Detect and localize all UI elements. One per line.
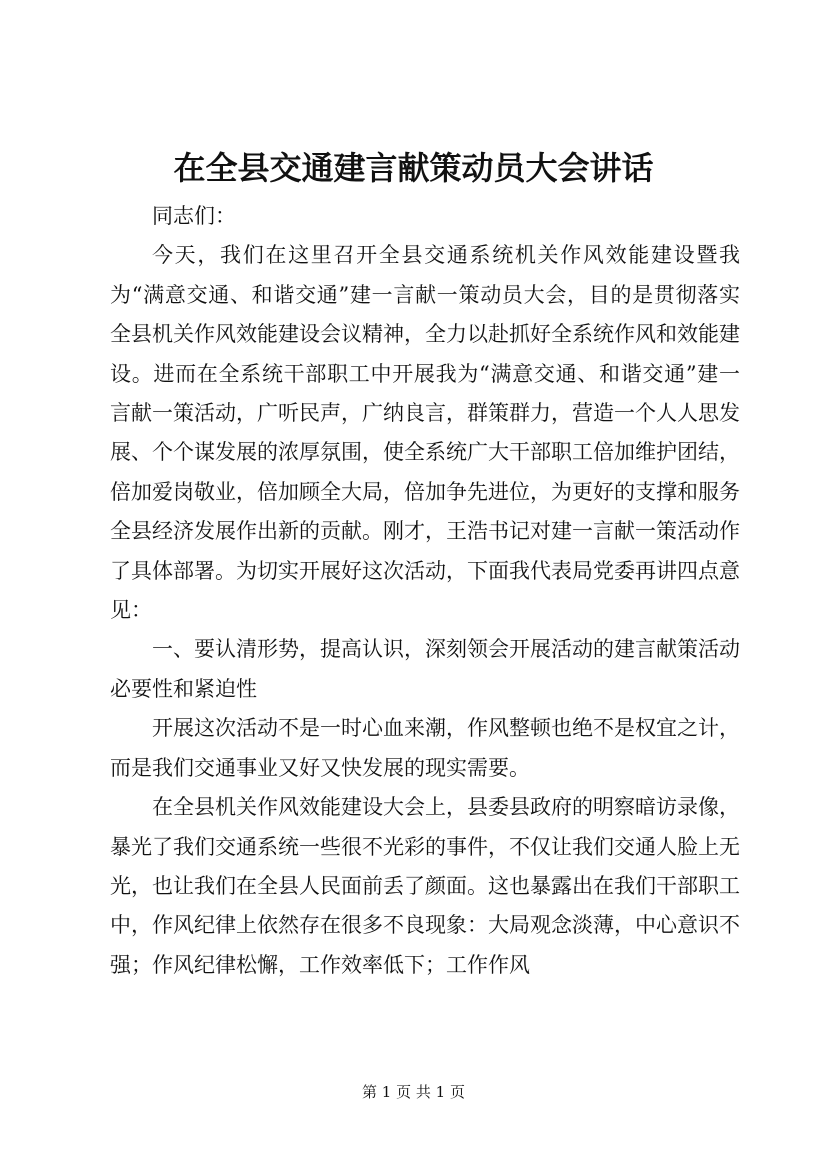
- document-title: 在全县交通建言献策动员大会讲话: [173, 149, 654, 187]
- section-heading-paragraph: 一、要认清形势，提高认识，深刻领会开展活动的建言献策活动必要性和紧迫性: [110, 637, 740, 701]
- salutation-paragraph: 同志们：: [152, 204, 236, 228]
- page-number-footer: 第 1 页 共 1 页: [362, 1083, 465, 1101]
- document-body: [110, 197, 740, 985]
- body-paragraph: 今天，我们在这里召开全县交通系统机关作风效能建设暨我为“满意交通、和谐交通”建一言献一策动员大会，目的是贯彻落实全县机关作风效能建设会议精神，全力以赴抓好全系统作风和效能建设。进而在全系统干部职工中开展我为“满意交通、和谐交通”建一言献一策活动，广听民声，广纳良言，群策群力，营造一个人人思发展、个个谋发展的浓厚氛围，使全系统广大干部职工倍加维护团结，倍加爱岗敬业，倍加顾全大局，倍加争先进位，为更好的支撑和服务全县经济发展作出新的贡献。刚才，王浩书记对建一言献一策活动作了具体部署。为切实开展好这次活动，下面我代表局党委再讲四点意见：: [110, 243, 740, 623]
- body-paragraph: 开展这次活动不是一时心血来潮，作风整顿也绝不是权宜之计，而是我们交通事业又好又快发展的现实需要。: [110, 716, 740, 780]
- body-paragraph: 在全县机关作风效能建设大会上，县委县政府的明察暗访录像，暴光了我们交通系统一些很不光彩的事件，不仅让我们交通人脸上无光，也让我们在全县人民面前丢了颜面。这也暴露出在我们干部职工中，作风纪律上依然存在很多不良现象：大局观念淡薄，中心意识不强；作风纪律松懈，工作效率低下；工作作风: [110, 795, 740, 977]
